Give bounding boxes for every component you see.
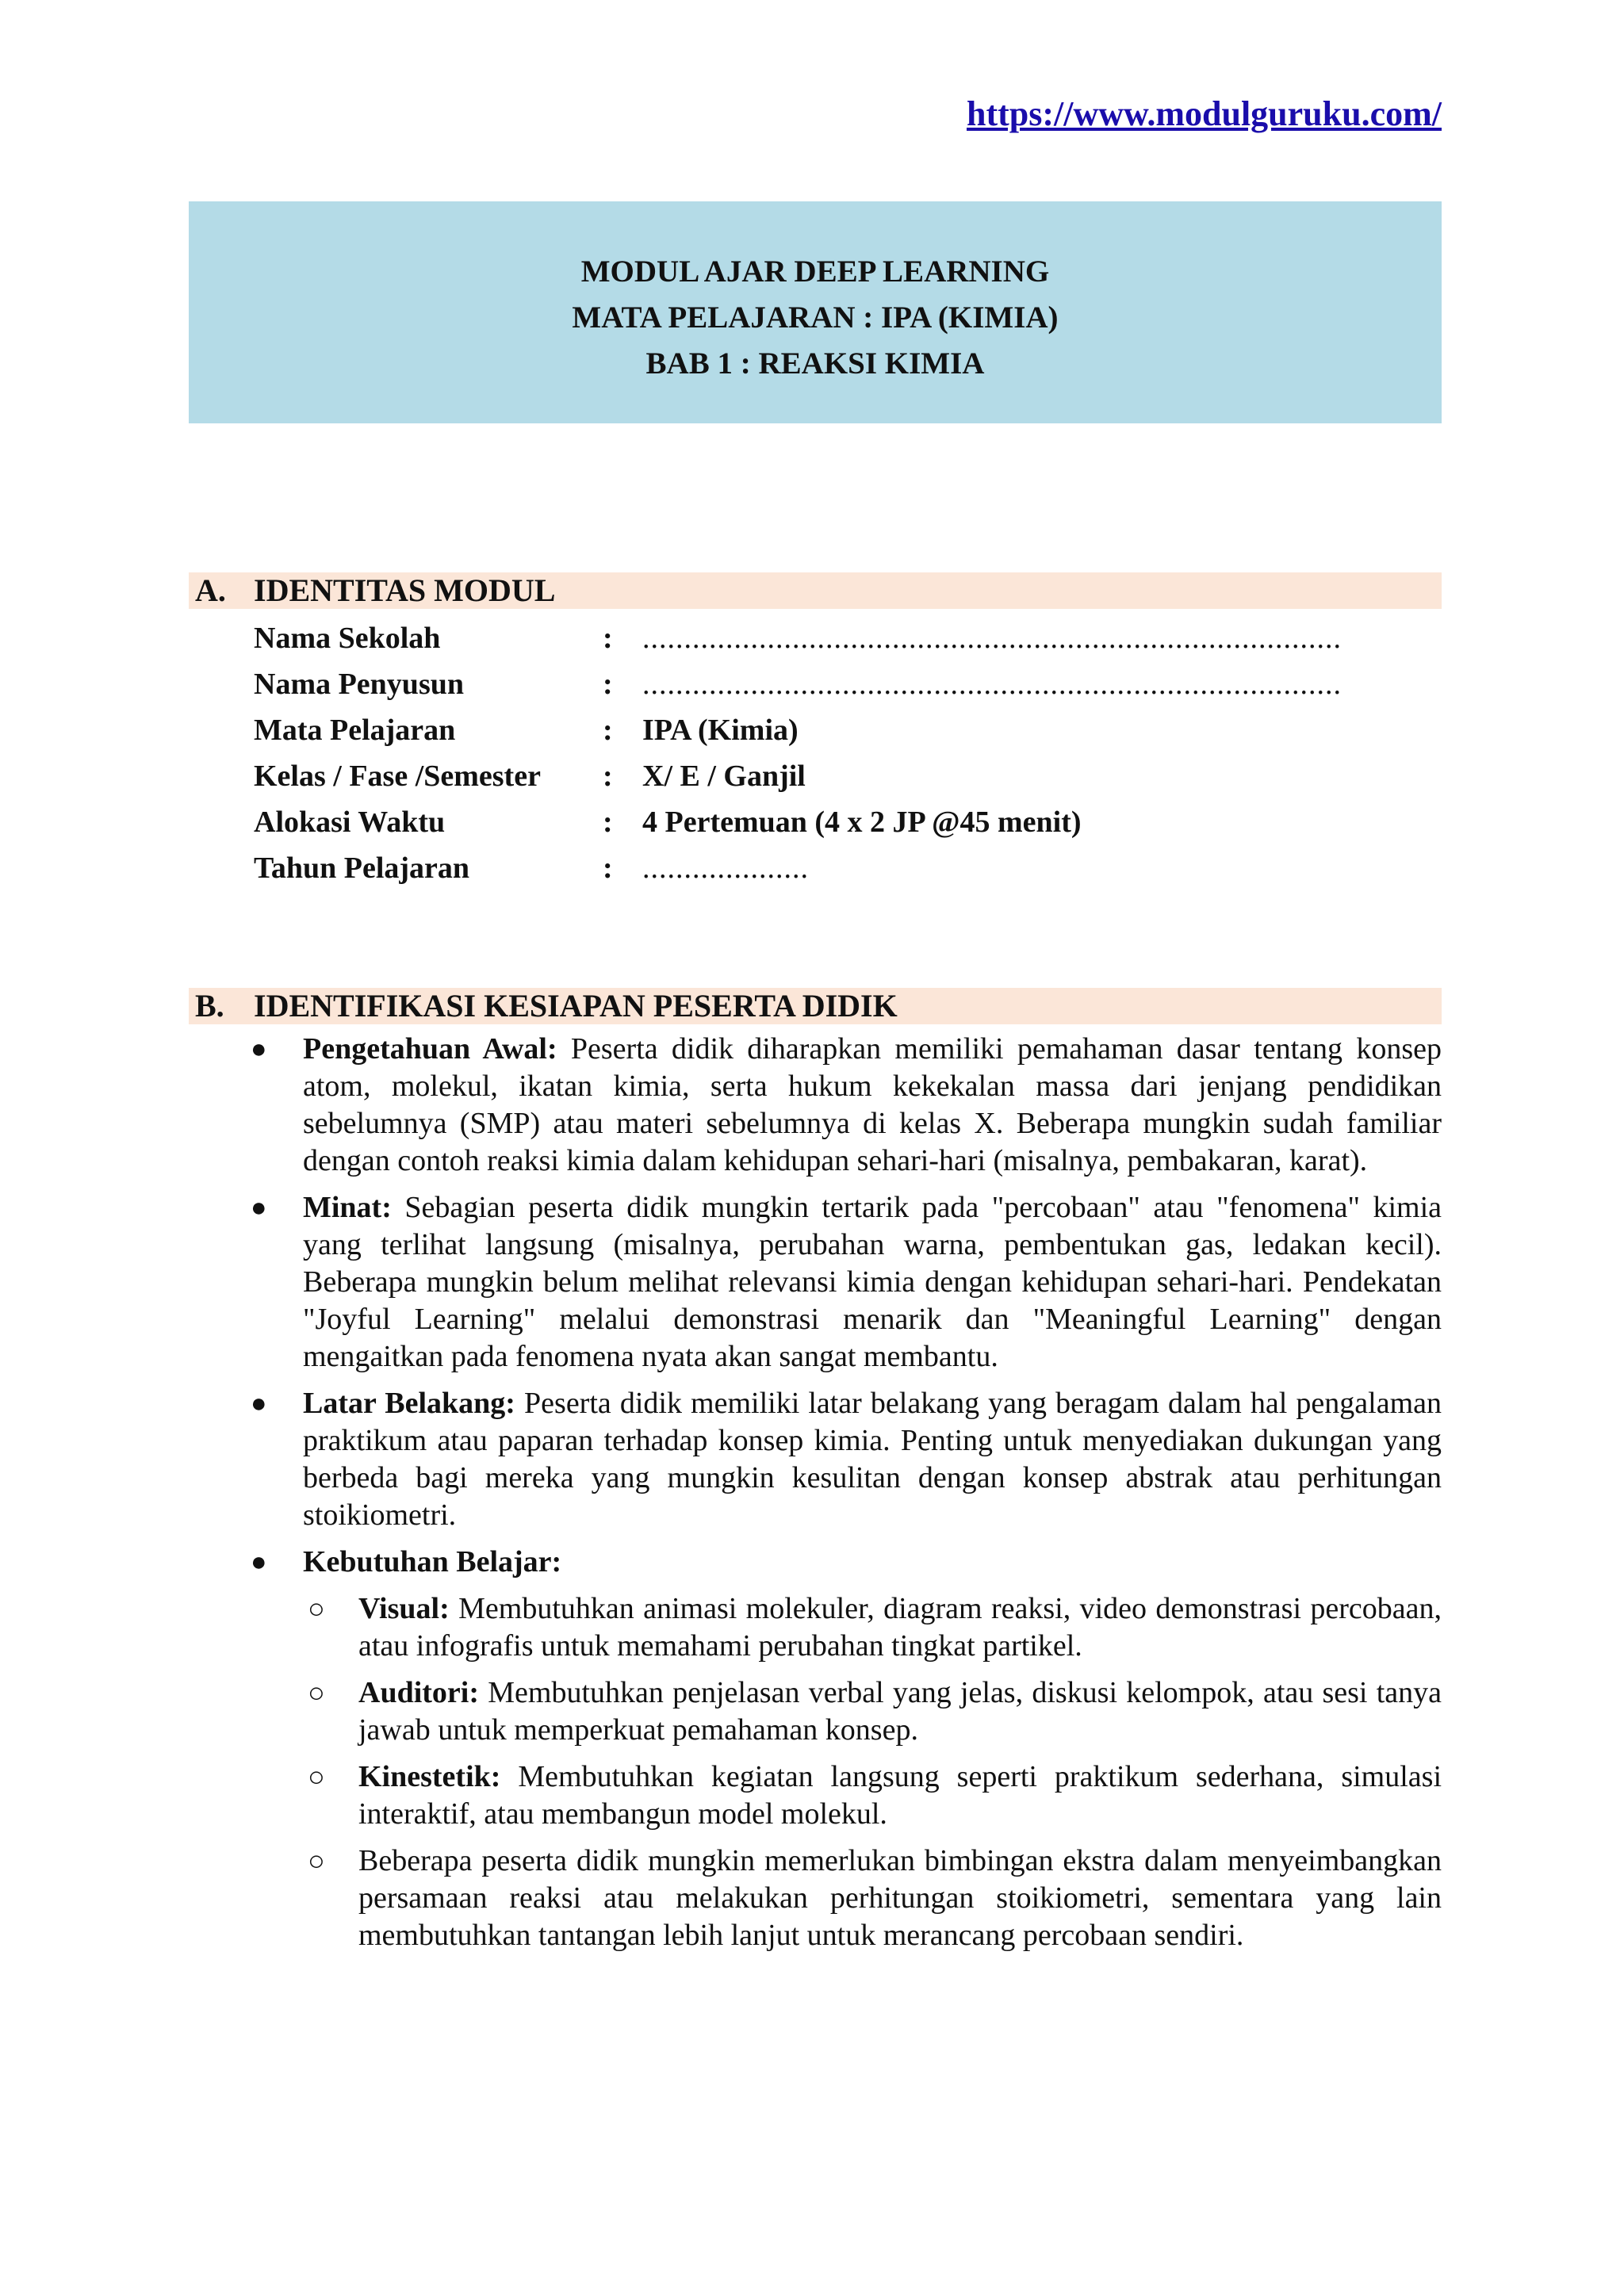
- identity-row-time: [254, 799, 1443, 845]
- circle-bullet-icon: ○: [308, 1593, 325, 1624]
- sub-item-text: Membutuhkan kegiatan langsung seperti praktikum sederhana, simulasi interaktif, atau membangun model molekul.: [358, 1760, 1442, 1831]
- item-term: Kebutuhan Belajar:: [303, 1545, 562, 1578]
- sub-item-term: Kinestetik:: [358, 1760, 501, 1793]
- identity-row-author: [254, 661, 1443, 707]
- sub-item-kinesthetic: [189, 1758, 1442, 1833]
- bullet-icon: ●: [251, 1389, 267, 1418]
- circle-bullet-icon: ○: [308, 1845, 325, 1877]
- bullet-icon: ●: [251, 1548, 267, 1577]
- circle-bullet-icon: ○: [308, 1761, 325, 1793]
- item-term: Minat:: [303, 1191, 392, 1224]
- list-item-interest: [189, 1189, 1442, 1376]
- bullet-icon: ●: [251, 1193, 267, 1223]
- identity-value: X/ E / Ganjil: [642, 760, 806, 793]
- bullet-icon: ●: [251, 1035, 267, 1064]
- sub-item-auditory: [189, 1674, 1442, 1749]
- sub-item-term: Auditori:: [358, 1676, 479, 1709]
- identity-value: 4 Pertemuan (4 x 2 JP @45 menit): [642, 806, 1082, 839]
- readiness-list: [189, 1031, 1442, 1964]
- sub-item-text: Beberapa peserta didik mungkin memerlukan bimbingan ekstra dalam menyeimbangkan persamaan reaksi atau melakukan perhitungan stoikiometri, sementara yang lain membutuhkan tantangan lebih lanjut untuk merancang percobaan sendiri.: [358, 1844, 1442, 1952]
- title-line-2: MATA PELAJARAN : IPA (KIMIA): [572, 300, 1059, 335]
- identity-value: ....................................................................................: [642, 622, 1342, 655]
- list-item-prior-knowledge: [189, 1031, 1442, 1180]
- identity-colon: :: [603, 851, 613, 885]
- identity-colon: :: [603, 806, 613, 839]
- sub-item-extra-guidance: [189, 1843, 1442, 1954]
- section-a-heading: [189, 572, 1442, 609]
- section-b-title: IDENTIFIKASI KESIAPAN PESERTA DIDIK: [254, 988, 898, 1024]
- identity-colon: :: [603, 622, 613, 655]
- identity-label: Mata Pelajaran: [254, 714, 456, 747]
- section-a-letter: A.: [195, 572, 226, 608]
- identity-row-subject: [254, 707, 1443, 753]
- identity-row-class: [254, 753, 1443, 799]
- item-text: Peserta didik diharapkan memiliki pemahaman dasar tentang konsep atom, molekul, ikatan kimia, serta hukum kekekalan massa dari jenjang pendidikan sebelumnya (SMP) atau materi sebelumnya di kelas X. Beberapa mungkin sudah familiar dengan contoh reaksi kimia dalam kehidupan sehari-hari (misalnya, pembakaran, karat).: [303, 1032, 1442, 1177]
- sub-item-term: Visual:: [358, 1592, 450, 1625]
- identity-colon: :: [603, 668, 613, 701]
- identity-label: Nama Penyusun: [254, 668, 464, 701]
- list-item-background: [189, 1385, 1442, 1534]
- identity-label: Alokasi Waktu: [254, 806, 446, 839]
- section-a-title: IDENTITAS MODUL: [254, 572, 556, 608]
- sub-item-text: Membutuhkan penjelasan verbal yang jelas, diskusi kelompok, atau sesi tanya jawab untuk memperkuat pemahaman konsep.: [358, 1676, 1442, 1747]
- item-term: Latar Belakang:: [303, 1387, 515, 1420]
- identity-label: Kelas / Fase /Semester: [254, 760, 541, 793]
- list-item-learning-needs: [189, 1544, 1442, 1581]
- module-title-box: [189, 201, 1442, 423]
- title-line-1: MODUL AJAR DEEP LEARNING: [580, 254, 1050, 289]
- sub-item-text: Membutuhkan animasi molekuler, diagram reaksi, video demonstrasi percobaan, atau infografis untuk memahami perubahan tingkat partikel.: [358, 1592, 1442, 1663]
- identity-colon: :: [603, 714, 613, 747]
- section-b-heading: [189, 988, 1442, 1024]
- identity-row-school: [254, 615, 1443, 661]
- title-line-3: BAB 1 : REAKSI KIMIA: [645, 346, 985, 381]
- website-link[interactable]: https://www.modulguruku.com/: [966, 94, 1442, 133]
- identity-value: ....................................................................................: [642, 668, 1342, 701]
- section-b-letter: B.: [195, 988, 224, 1024]
- item-text: Sebagian peserta didik mungkin tertarik pada "percobaan" atau "fenomena" kimia yang terlihat langsung (misalnya, perubahan warna, pembentukan gas, ledakan kecil). Beberapa mungkin belum melihat relevansi kimia dengan kehidupan sehari-hari. Pendekatan "Joyful Learning" melalui demonstrasi menarik dan "Meaningful Learning" dengan mengaitkan pada fenomena nyata akan sangat membantu.: [303, 1191, 1442, 1373]
- identity-label: Tahun Pelajaran: [254, 851, 470, 885]
- identity-row-year: [254, 845, 1443, 891]
- identity-colon: :: [603, 760, 613, 793]
- identity-value: IPA (Kimia): [642, 714, 799, 747]
- item-text: Peserta didik memiliki latar belakang yang beragam dalam hal pengalaman praktikum atau paparan terhadap konsep kimia. Penting untuk menyediakan dukungan yang berbeda bagi mereka yang mungkin kesulitan dengan konsep abstrak atau perhitungan stoikiometri.: [303, 1387, 1442, 1532]
- identity-value: ....................: [642, 851, 809, 885]
- sub-item-visual: [189, 1590, 1442, 1665]
- circle-bullet-icon: ○: [308, 1677, 325, 1709]
- identity-label: Nama Sekolah: [254, 622, 441, 655]
- item-term: Pengetahuan Awal:: [303, 1032, 557, 1066]
